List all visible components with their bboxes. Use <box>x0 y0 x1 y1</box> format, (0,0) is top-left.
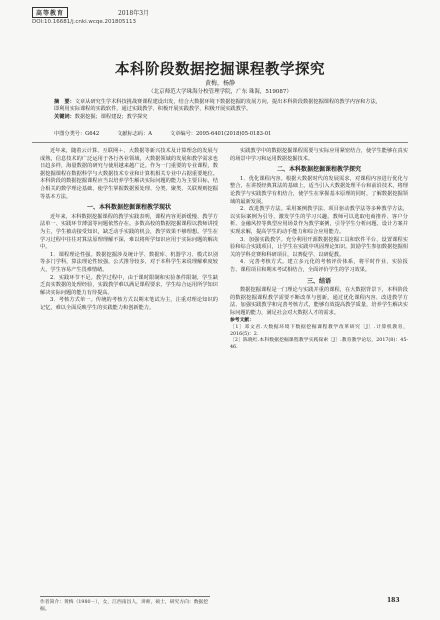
section-heading-1: 一、本科数据挖掘课程教学现状 <box>86 204 171 212</box>
author-footnote: 作者简介：黄梅（1980－），女，江西南昌人，讲师，硕士，研究方向：数据挖掘。 <box>40 596 210 612</box>
reference-item: ［2］陈晓红.本科数据挖掘课程教学实践探索［J］.教育教学论坛，2017(8)：45-46. <box>230 338 408 350</box>
paragraph: 数据挖掘课程是一门理论与实践并重的课程，在大数据背景下，本科阶段的数据挖掘课程教学需要不断改革与创新。通过优化课程内容、改进教学方法、加强实践教学和完善考核方式，能够有效提高教学质量，培养学生解决实际问题的能力，满足社会对大数据人才的需求。 <box>230 287 408 316</box>
issue-date: 2018年3月 <box>117 10 150 17</box>
journal-section-label: 高等教育 <box>32 7 68 18</box>
article-id: 文章编号：2095-6401(2018)05-0183-01 <box>170 131 272 137</box>
classification-line <box>54 130 386 137</box>
running-header <box>32 7 408 18</box>
paragraph: 近年来，本科数据挖掘课程的教学实践表明，课程内容更新缓慢、教学方法单一、实践环节薄弱等问题依然存在。多数高校的数据挖掘课程以教师讲授为主，学生被动接受知识，缺乏动手实践的机会，教学效果不够理想。学生在学习过程中往往对算法原理理解不深，难以将所学知识应用于实际问题的解决中。 <box>40 213 218 251</box>
section-heading-3: 三、结语 <box>306 277 331 285</box>
references-label: 参考文献： <box>230 317 254 324</box>
abstract-label: 摘 要： <box>54 99 75 105</box>
keywords-label: 关键词： <box>54 113 75 120</box>
paragraph: 1．优化课程内容。根据大数据时代的发展需求，对课程内容进行优化与整合，在讲授经典算法的基础上，适当引入大数据处理平台和前沿技术，将理论教学与实践教学有机结合，使学生在掌握基本原理的同时，了解数据挖掘领域的最新发展。 <box>230 175 408 205</box>
section-heading-2: 二、本科数据挖掘课程教学探究 <box>276 166 361 174</box>
abstract-text: 文章从研究生学术科技挑战赛课程建设出发，结合大数据环境下数据挖掘的发展方向，提出本科阶段数据挖掘课程的教学内容和方法，即利用实际课程的实践软件，通过实践教学、积极开展实践教学，积极开展实践教学。 <box>54 99 381 113</box>
abstract <box>54 99 386 121</box>
divider <box>32 142 408 143</box>
affiliation: （北京师范大学珠海分校管理学院，广东 珠海，519087） <box>148 89 292 95</box>
authors: 黄梅，杨静 <box>204 80 235 87</box>
doc-code: 文献标志码：A <box>117 131 153 137</box>
paragraph: 实践教学中的数据挖掘课程需要与实际应用紧密结合，使学生能够在真实的场景中学习和运用数据挖掘技术。 <box>230 148 408 162</box>
paragraph: 2．实践环节不足。教学过程中，由于课时限制和实验条件限制，学生缺乏真实数据的处理经验，实践教学难以满足课程要求，学生综合运用所学知识解决实际问题的能力有待提高。 <box>40 274 218 296</box>
paragraph: 2．改进教学方法。采用案例教学法、项目驱动教学法等多种教学方法，以实际案例为引导，激发学生的学习兴趣。教师可以选取电商推荐、客户分析、金融风控等典型应用场景作为教学案例，引导学生分析问题、设计方案并实现求解，提高学生的动手能力和综合应用能力。 <box>230 206 408 235</box>
paragraph: 1．课程理论性强。数据挖掘涉及统计学、数据库、机器学习、模式识别等多门学科，算法理论性较强，公式推导较多，对于本科学生来说理解难度较大，学生容易产生畏难情绪。 <box>40 251 218 273</box>
left-column <box>40 148 218 312</box>
doi-line: DOI:10.16681/j.cnki.wcqe.201805113 <box>32 19 137 25</box>
page-number: 183 <box>387 597 400 604</box>
paragraph: 3．考核方式单一。传统的考核方式以期末笔试为主，注重对理论知识的记忆，难以全面反映学生的实践能力和创新能力。 <box>40 297 218 311</box>
keywords: 数据挖掘；课程建设；教学探究 <box>74 113 148 120</box>
references <box>230 317 408 351</box>
reference-item: ［1］邓文君.大数据环境下数据挖掘课程教学改革研究［J］.计算机教育，2016(5)：2. <box>230 325 408 337</box>
intro-paragraph: 近年来，随着云计算、互联网＋、大数据等新兴技术及计算理念的发展与成熟，信息技术的广泛运用于各行各业领域，大数据领域的发展和教学需求也日趋多样，海量数据的研究与使用越来越广泛。作为一门重要的专业课程，数据挖掘课程在数据科学与大数据技术专业和计算机相关专业中占据重要地位。本科阶段的数据挖掘课程应当以培养学生解决实际问题的能力为主要目标，结合相关的数学理论基础，使学生掌握数据预处理、分类、聚类、关联规则挖掘等基本方法。 <box>40 148 218 200</box>
paragraph: 3．加强实践教学。充分利用开源数据挖掘工具和软件平台，设置课程实验和综合实践项目，让学生在实践中巩固理论知识。鼓励学生参加数据挖掘相关的学科竞赛和科研项目，以赛促学、以研促教。 <box>230 236 408 258</box>
article-title: 本科阶段数据挖掘课程教学探究 <box>115 61 325 78</box>
paragraph: 4．完善考核方式。建立多元化的考核评价体系，将平时作业、实验报告、课程项目和期末考试相结合，全面评价学生的学习效果。 <box>230 259 408 273</box>
clc-number: 中图分类号：G642 <box>54 131 100 137</box>
right-column <box>230 148 408 351</box>
